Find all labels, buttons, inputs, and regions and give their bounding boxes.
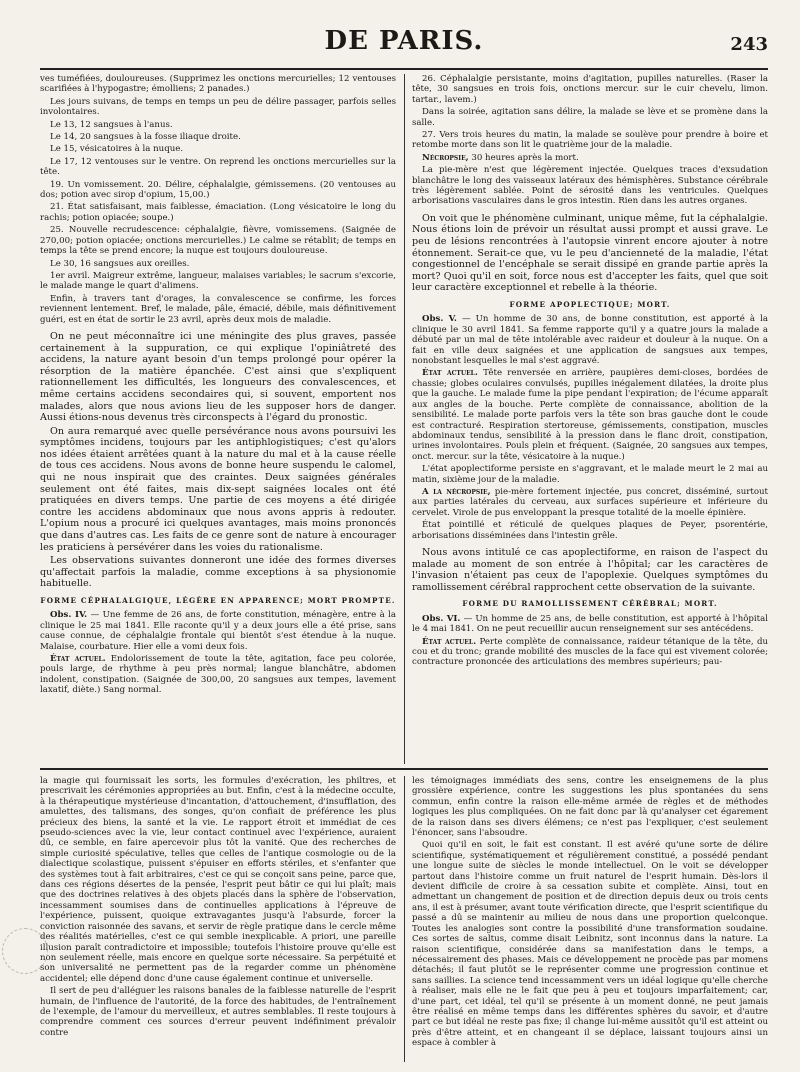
paragraph: 21. État satisfaisant, mais faiblesse, émaciation. (Long vésicatoire le long du rachis; potion opiacée; soupe.) (40, 202, 396, 223)
paragraph: Les jours suivans, de temps en temps un peu de délire passager, parfois selles involontaires. (40, 96, 396, 118)
page-number: 243 (730, 34, 768, 55)
section-heading-apoplectique: FORME APOPLECTIQUE; MORT. (509, 300, 671, 310)
paragraph: Dans la soirée, agitation sans délire, la malade se lève et se promène dans la salle. (412, 107, 768, 128)
paragraph: Le 17, 12 ventouses sur le ventre. On reprend les onctions mercurielles sur la tête. (40, 156, 396, 178)
bottom-right-column (412, 776, 768, 1062)
obs-label: Obs. IV. (50, 610, 88, 621)
observation-iv (40, 610, 396, 652)
library-stamp-mark (2, 928, 48, 974)
observation-vi (412, 614, 768, 635)
newspaper-page (40, 22, 768, 1062)
column-divider-bottom (404, 776, 405, 1062)
paragraph: 1er avril. Maigreur extrême, langueur, malaises variables; le sacrum s'excorie, le malade mange le quart d'alimens. (40, 270, 396, 292)
paragraph: Quoi qu'il en soit, le fait est constant. Il est avéré qu'une sorte de délire scientifique, systématiquement et régulièrement constitué, a possédé pendant une longue suite de siècles le monde intellectuel. On le voit se développer partout dans l'histoire comme un fruit naturel de l'esprit humain. Dès-lors il devient difficile de croire à sa cessation subite et complète. Ainsi, tout en admettant un changement de position et de direction depuis deux ou trois cents ans, il est à présumer, avant toute vérification directe, que l'esprit scientifique du passé a dû se maintenir au milieu de nous dans une proportion quelconque. Toutes les analogies sont contre la possibilité d'une transformation soudaine. Ces sortes de saltus, comme disait Leibnitz, sont inconnus dans la nature. La raison scientifique, considérée dans sa manifestation dans le temps, a nécessairement des phases. Mais ce développement ne procède pas par momens détachés; il faut plutôt se le représenter comme une progression continue et sans saillies. La science tend incessamment vers un idéal logique qu'elle cherche à réaliser, mais elle ne le fait que peu à peu et toujours imparfaitement; car, d'une part, cet idéal, tel qu'il se présente à un moment donné, ne peut jamais être réalisé en même temps dans les différentes sphères du savoir, et d'autre part ce but idéal ne reste pas fixe; il change lui-même aussitôt qu'il est atteint ou près d'être atteint, et en changeant il se déplace, laissant toujours ainsi un espace à combler à (412, 840, 768, 1049)
paragraph: La pie-mère n'est que légèrement injectée. Quelques traces d'exsudation blanchâtre le long des vaisseaux latéraux des hémisphères. Substance cérébrale très légèrement sablée. Point de sérosité dans les ventricules. Quelques arborisations vasculaires dans le gros intestin. Rien dans les autres organes. (412, 165, 768, 207)
necropsie-time: 30 heures après la mort. (471, 152, 579, 163)
obs-text: — Une femme de 26 ans, de forte constitution, ménagère, entre à la clinique le 25 mai 1841. Elle raconte qu'il y a deux jours elle a été prise, sans cause connue, de céphalalgie frontale qui bientôt s'est étendue à la nuque. Malaise, courbature. Hier elle a vomi deux fois. (40, 610, 396, 652)
etat-text: Perte complète de connaissance, raideur tétanique de la tête, du cou et du tronc; grande mobilité des muscles de la face qui est vivement colorée; contracture prononcée des articulations des membres supérieurs; pau- (412, 636, 768, 668)
paragraph: Enfin, à travers tant d'orages, la convalescence se confirme, les forces reviennent lentement. Bref, le malade, pâle, émacié, débile, mais définitivement guéri, est en état de sortir le 23 avril, après deux mois de maladie. (40, 293, 396, 325)
necropsie-text: pie-mère fortement injectée, pus concret, disséminé, surtout aux parties latérales du cerveau, aux surfaces supérieure et inférieure du cervelet. Virole de pus enveloppant la presque totalité de la moelle épinière. (412, 486, 768, 518)
etat-text: Endolorissement de toute la tête, agitation, face peu colorée, pouls large, de rhythme à peu près normal; langue blanchâtre, abdomen indolent, constipation. (Saignée de 300,00, 20 sangsues aux tempes, lavement laxatif, diète.) Sang normal. (40, 654, 396, 696)
paragraph: Le 30, 16 sangsues aux oreilles. (50, 258, 190, 269)
paragraph: 25. Nouvelle recrudescence: céphalalgie, fièvre, vomissemens. (Saignée de 270,00; potion opiacée; onctions mercurielles.) Le calme se rétablit; de temps en temps la tête se prend encore; la nuque est toujours douloureuse. (40, 225, 396, 257)
etat-text: Tête renversée en arrière, paupières demi-closes, bordées de chassie; globes oculaires convulsés, pupilles inégalement dilatées, la droite plus que la gauche. Le malade fume la pipe pendant l'expiration; de l'écume apparaît aux angles de la bouche. Perte complète de connaissance, abolition de la sensibilité. Le malade porte parfois vers la tête son bras gauche dont le coude est contracturé. Respiration stertoreuse, gémissements, constipation, muscles abdominaux tendus, sensibilité à la pression dans le flanc droit, constipation, urines involontaires. Pouls plein et fréquent. (Saignée, 20 sangsues aux tempes, onct. mercur. sur la tête, vésicatoire à la nuque.) (412, 368, 768, 462)
paragraph: Le 13, 12 sangsues à l'anus. (50, 119, 173, 130)
page-title: DE PARIS. (324, 26, 484, 56)
paragraph: Le 15, vésicatoires à la nuque. (50, 144, 184, 155)
observation-iv-etat (40, 654, 396, 696)
paragraph: Le 14, 20 sangsues à la fosse iliaque droite. (50, 132, 241, 143)
observation-v (412, 314, 768, 366)
paragraph: la magie qui fournissait les sorts, les formules d'exécration, les philtres, et prescrivait les cérémonies appropriées au but. Enfin, c'est à la médecine occulte, à la thérapeutique mystérieuse d'incantation, d'attouchement, d'insufflation, des amulettes, des talismans, des songes, qu'on confiait de préférence les plus précieux des biens, la santé et la vie. Le rapport étroit et immédiat de ces pseudo-sciences avec la vie, leur contact continuel avec l'expérience, auraient dû, ce semble, en faire apercevoir plus tôt la vanité. Que des recherches de simple curiosité spéculative, telles que celles de l'antique cosmologie ou de la dialectique scolastique, puissent s'épuiser en efforts stériles, et s'enfanter que des systèmes tout à fait arbitraires, c'est ce qui se conçoit sans peine, parce que, dans ces régions désertes de la pensée, l'esprit peut bâtir ce qui lui plaît; mais que des doctrines relatives à des objets placés dans la sphère de l'observation, incessamment soumises dans de continuelles applications à l'épreuve de l'expérience, puissent, quoique extravagantes jusqu'à l'absurde, forcer la conviction raisonnée des savans, et servir de règle pratique dans le cercle même des réalités matérielles, c'est ce qui semble inexplicable. A priori, une pareille illusion paraît contradictoire et impossible; toutefois l'histoire prouve qu'elle est non seulement réelle, mais encore en quelque sorte nécessaire. Sa perpétuité et son universalité ne permettent pas de la regarder comme un phénomène accidentel; elle dépend donc d'une cause également continue et universelle. (40, 776, 396, 984)
section-heading-cephalalgique: FORME CÉPHALALGIQUE, LÉGÈRE EN APPARENCE; MORT PROMPTE. (40, 596, 396, 605)
column-divider-top (404, 74, 405, 764)
paragraph: 26. Céphalalgie persistante, moins d'agitation, pupilles naturelles. (Raser la tête, 30 sangsues en trois fois, onctions mercur. sur le cuir chevelu, limon. tartar., lavem.) (412, 74, 768, 105)
paragraph-large: Les observations suivantes donneront une idée des formes diverses qu'affectait parfois la maladie, comme exceptions à sa physionomie habituelle. (40, 555, 396, 590)
paragraph: L'état apoplectiforme persiste en s'aggravant, et le malade meurt le 2 mai au matin, sixième jour de la maladie. (412, 464, 768, 485)
feuilleton-divider (40, 768, 768, 770)
paragraph: État pointillé et réticulé de quelques plaques de Peyer, psorentérie, arborisations disséminées dans l'intestin grêle. (412, 520, 768, 541)
necropsie-heading (412, 153, 768, 163)
paragraph-large: On ne peut méconnaître ici une méningite des plus graves, passée certainement à la suppuration, ce qui explique l'opiniâtreté des accidens, la nature ayant besoin d'un temps prolongé pour opérer la résorption de la matière épanchée. C'est ainsi que s'expliquent rationnellement les difficultés, les longueurs des convalescences, et même certains accidens secondaires qui, si souvent, emportent nos malades, alors que nous avions lieu de les supposer hors de danger. Aussi étions-nous devenus très circonspects à l'égard du pronostic. (40, 330, 396, 424)
bottom-left-column (40, 776, 396, 1062)
etat-label: État actuel. (422, 368, 478, 379)
obs-label: Obs. VI. (422, 613, 461, 624)
observation-vi-etat (412, 637, 768, 668)
left-column (40, 74, 396, 764)
paragraph: ves tuméfiées, douloureuses. (Supprimez les onctions mercurielles; 12 ventouses scarifiées à l'hypogastre; émolliens; 2 panades.) (40, 74, 396, 95)
obs-text: — Un homme de 25 ans, de belle constitution, est apporté à l'hôpital le 4 mai 1841. On ne peut recueillir aucun renseignement sur ses antécédens. (412, 613, 768, 635)
paragraph: les témoignages immédiats des sens, contre les enseignemens de la plus grossière expérience, contre les suggestions les plus spontanées du sens commun, enfin contre la raison elle-même armée de règles et de méthodes logiques les plus compliquées. On ne fait donc par là qu'analyser cet égarement de la raison dans ses divers élémens; ce n'est pas l'expliquer, c'est seulement l'énoncer, sans l'absoudre. (412, 776, 768, 839)
columns-area (40, 74, 768, 1062)
observation-v-etat (412, 368, 768, 462)
right-column (412, 74, 768, 764)
paragraph-large: Nous avons intitulé ce cas apoplectiforme, en raison de l'aspect du malade au moment de son entrée à l'hôpital; car les caractères de l'invasion n'étaient pas ceux de l'apoplexie. Quelques symptômes du ramollissement cérébral rapprochent cette observation de la suivante. (412, 546, 768, 593)
necropsie-label: Nécropsie, (422, 152, 469, 163)
paragraph: Il sert de peu d'alléguer les raisons banales de la faiblesse naturelle de l'esprit humain, de l'influence de l'autorité, de la force des habitudes, de l'entraînement de l'exemple, de l'amour du merveilleux, et autres semblables. Il reste toujours à comprendre comment ces sources d'erreur peuvent indéfiniment prévaloir contre (40, 986, 396, 1038)
necropsie-label: A la nécropsie, (422, 486, 491, 497)
etat-label: État actuel. (50, 654, 106, 665)
observation-v-necropsie (412, 487, 768, 518)
obs-label: Obs. V. (422, 314, 457, 325)
etat-label: État actuel. (422, 636, 477, 647)
section-heading-ramollissement: FORME DU RAMOLLISSEMENT CÉRÉBRAL; MORT. (462, 599, 718, 609)
paragraph-large: On aura remarqué avec quelle persévérance nous avons poursuivi les symptômes incidens, toujours par les antiphlogistiques; c'est qu'alors nos idées étaient arrêtées quant à la nature du mal et à la cause réelle de tous ces accidens. Nous avons de bonne heure suspendu le calomel, qui ne nous inspirait que des craintes. Deux saignées générales seulement ont été faites, mais dix-sept saignées locales ont été pratiquées en divers temps. Une partie de ces moyens a été dirigée contre les accidens abdominaux que nous avons appris à redouter. L'opium nous a procuré ici quelques avantages, mais moins prononcés que dans d'autres cas. Les faits de ce genre sont de nature à encourager les praticiens à persévérer dans les voies du rationalisme. (40, 425, 396, 553)
paragraph-large: On voit que le phénomène culminant, unique même, fut la céphalalgie. Nous étions loin de prévoir un résultat aussi prompt et aussi grave. Le peu de lésions rencontrées à l'autopsie vinrent encore ajouter à notre étonnement. Serait-ce que, vu le peu d'ancienneté de la maladie, l'état congestionnel de l'encéphale se serait dissipé en grande partie après la mort? Quoi qu'il en soit, force nous est d'accepter les faits, quel que soit leur caractère exceptionnel et rebelle à la théorie. (412, 212, 768, 294)
obs-text: — Un homme de 30 ans, de bonne constitution, est apporté à la clinique le 30 avril 1841. Sa femme rapporte qu'il y a quatre jours la malade a débuté par un mal de tête intolérable avec raideur et douleur à la nuque. On a fait en ville deux saignées et une application de sangsues aux tempes, nonobstant lesquelles le mal s'est aggravé. (412, 314, 768, 367)
paragraph: 19. Un vomissement. 20. Délire, céphalalgie, gémissemens. (20 ventouses au dos; potion avec sirop d'opium, 15,00.) (40, 179, 396, 201)
page-header (40, 22, 768, 70)
paragraph: 27. Vers trois heures du matin, la malade se soulève pour prendre à boire et retombe morte dans son lit le quatrième jour de la maladie. (412, 130, 768, 151)
